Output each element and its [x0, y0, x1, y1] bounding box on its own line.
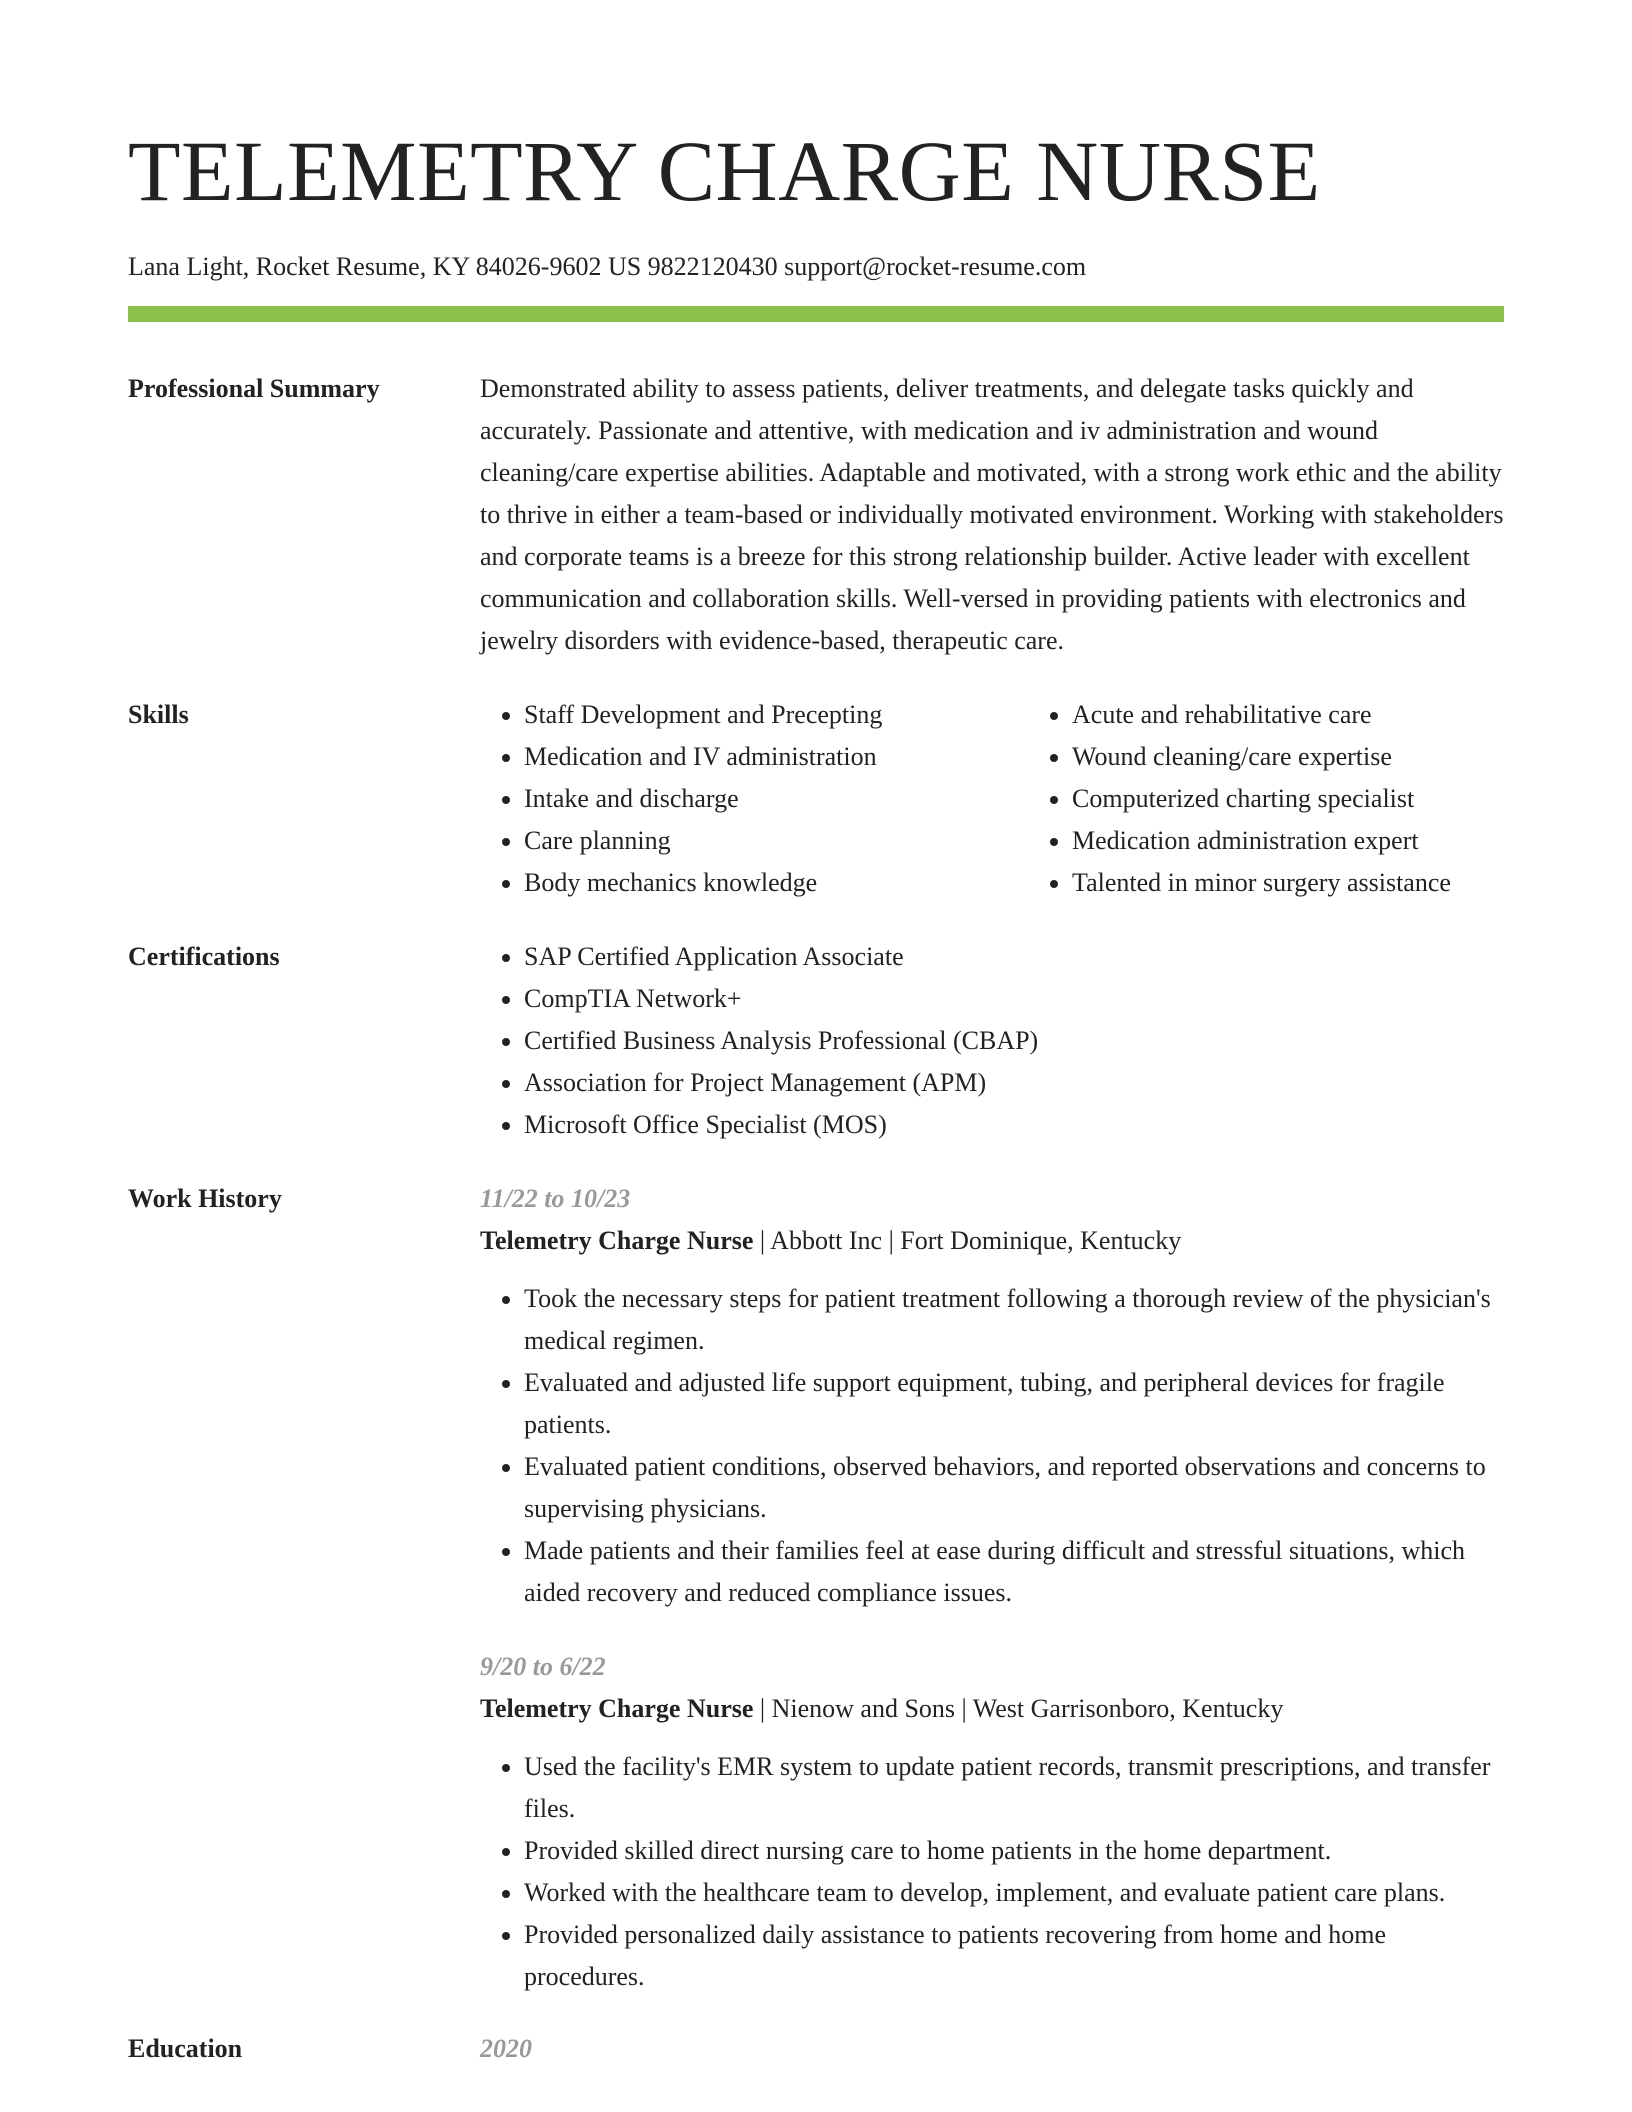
- job-bullet: • Provided skilled direct nursing care to home patients in the home department.: [524, 1830, 1504, 1872]
- job-bullet: • Took the necessary steps for patient treatment following a thorough review of the physician's medical regimen.: [524, 1278, 1504, 1362]
- certifications-section: [128, 936, 1504, 1146]
- job-bullet: • Evaluated patient conditions, observed behaviors, and reported observations and concerns to supervising physicians.: [524, 1446, 1504, 1530]
- certifications-list: [480, 936, 1504, 1146]
- job-bullet: • Used the facility's EMR system to update patient records, transmit prescriptions, and transfer files.: [524, 1746, 1504, 1830]
- education-dates: 2020: [480, 2034, 532, 2063]
- job-entry: [480, 1178, 1504, 1614]
- job-bullets: [480, 1746, 1504, 1998]
- skill-item: • Care planning: [524, 820, 1028, 862]
- work-history-section: [128, 1178, 1504, 1998]
- job-dates: 9/20 to 6/22: [480, 1652, 606, 1681]
- job-details: | Nienow and Sons | West Garrisonboro, Kentucky: [753, 1694, 1284, 1723]
- job-dates: 11/22 to 10/23: [480, 1184, 631, 1213]
- certifications-body: [480, 936, 1504, 1146]
- skill-item: • Medication administration expert: [1072, 820, 1504, 862]
- skills-list-right: [1028, 694, 1504, 904]
- job-heading: [480, 1688, 1504, 1730]
- section-label-education: Education: [128, 2034, 243, 2063]
- skill-item: • Medication and IV administration: [524, 736, 1028, 778]
- job-entry: [480, 1646, 1504, 1998]
- certification-item: • Microsoft Office Specialist (MOS): [524, 1104, 1504, 1146]
- resume-title: TELEMETRY CHARGE NURSE: [128, 123, 1321, 219]
- resume-page: [128, 0, 1504, 2070]
- skill-item: • Body mechanics knowledge: [524, 862, 1028, 904]
- education-body: [480, 2028, 1504, 2070]
- contact-line: Lana Light, Rocket Resume, KY 84026-9602 US 9822120430 support@rocket-resume.com: [128, 252, 1087, 281]
- accent-divider: [128, 306, 1504, 322]
- section-label-summary: Professional Summary: [128, 374, 380, 403]
- job-title: Telemetry Charge Nurse: [480, 1694, 754, 1723]
- skills-list-left: [480, 694, 1028, 904]
- certification-item: • CompTIA Network+: [524, 978, 1504, 1020]
- skill-item: • Staff Development and Precepting: [524, 694, 1028, 736]
- summary-section: [128, 368, 1504, 662]
- job-bullet: • Evaluated and adjusted life support equipment, tubing, and peripheral devices for fragile patients.: [524, 1362, 1504, 1446]
- certification-item: • Certified Business Analysis Professional (CBAP): [524, 1020, 1504, 1062]
- section-label-skills: Skills: [128, 700, 189, 729]
- section-label-certifications: Certifications: [128, 942, 280, 971]
- job-bullets: [480, 1278, 1504, 1614]
- skill-item: • Acute and rehabilitative care: [1072, 694, 1504, 736]
- skill-item: • Intake and discharge: [524, 778, 1028, 820]
- skill-item: • Wound cleaning/care expertise: [1072, 736, 1504, 778]
- job-bullet: • Made patients and their families feel at ease during difficult and stressful situations, which aided recovery and reduced compliance issues.: [524, 1530, 1504, 1614]
- section-label-work-history: Work History: [128, 1184, 282, 1213]
- skill-item: • Talented in minor surgery assistance: [1072, 862, 1504, 904]
- certification-item: • Association for Project Management (APM): [524, 1062, 1504, 1104]
- skills-section: [128, 694, 1504, 904]
- job-bullet: • Worked with the healthcare team to develop, implement, and evaluate patient care plans.: [524, 1872, 1504, 1914]
- work-history-body: [480, 1178, 1504, 1998]
- certification-item: • SAP Certified Application Associate: [524, 936, 1504, 978]
- skill-item: • Computerized charting specialist: [1072, 778, 1504, 820]
- education-section: [128, 2028, 1504, 2070]
- skills-columns: [480, 694, 1504, 904]
- job-heading: [480, 1220, 1504, 1262]
- job-bullet: • Provided personalized daily assistance to patients recovering from home and home procedures.: [524, 1914, 1504, 1998]
- job-title: Telemetry Charge Nurse: [480, 1226, 754, 1255]
- summary-text: Demonstrated ability to assess patients, deliver treatments, and delegate tasks quickly and accurately. Passionate and attentive, with medication and iv administration and wound cleaning/care expertise abilities. Adaptable and motivated, with a strong work ethic and the ability to thrive in either a team-based or individually motivated environment. Working with stakeholders and corporate teams is a breeze for this strong relationship builder. Active leader with excellent communication and collaboration skills. Well-versed in providing patients with electronics and jewelry disorders with evidence-based, therapeutic care.: [480, 374, 1504, 655]
- summary-body: [480, 368, 1504, 662]
- job-details: | Abbott Inc | Fort Dominique, Kentucky: [753, 1226, 1182, 1255]
